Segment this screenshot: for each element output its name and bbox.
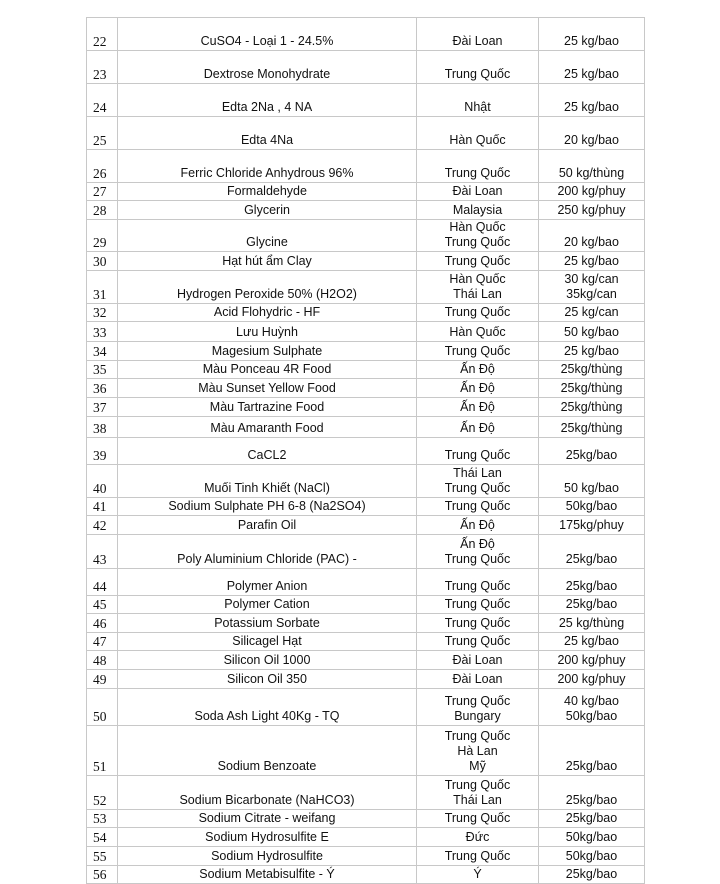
origin-country: Đài Loan <box>452 34 503 48</box>
row-number: 48 <box>87 651 118 670</box>
origin-cell <box>417 361 539 379</box>
packaging-spec: 25 kg/bao <box>564 67 619 81</box>
product-table <box>86 17 645 884</box>
origin-country: Hàn Quốc <box>449 220 506 234</box>
origin-cell <box>417 776 539 810</box>
row-number: 39 <box>87 438 118 465</box>
origin-cell <box>417 726 539 776</box>
table-row <box>87 379 645 398</box>
origin-cell <box>417 417 539 438</box>
packaging-spec: 200 kg/phuy <box>557 672 626 686</box>
product-name: Parafin Oil <box>118 516 417 535</box>
table-row <box>87 670 645 689</box>
product-name: Soda Ash Light 40Kg - TQ <box>118 689 417 726</box>
origin-cell <box>417 569 539 596</box>
row-number: 46 <box>87 614 118 633</box>
packaging-cell <box>539 866 645 884</box>
origin-cell <box>417 847 539 866</box>
packaging-spec: 175kg/phuy <box>559 518 624 532</box>
product-name: Polymer Cation <box>118 596 417 614</box>
origin-country: Đài Loan <box>452 653 503 667</box>
table-row <box>87 201 645 220</box>
packaging-cell <box>539 810 645 828</box>
origin-cell <box>417 220 539 252</box>
origin-cell <box>417 252 539 271</box>
packaging-spec: 25 kg/thùng <box>558 616 625 630</box>
row-number: 53 <box>87 810 118 828</box>
table-row <box>87 614 645 633</box>
packaging-cell <box>539 417 645 438</box>
origin-country: Trung Quốc <box>444 481 511 495</box>
packaging-cell <box>539 271 645 304</box>
packaging-spec: 25kg/bao <box>565 597 618 611</box>
row-number: 37 <box>87 398 118 417</box>
origin-country: Trung Quốc <box>444 597 511 611</box>
row-number: 38 <box>87 417 118 438</box>
packaging-cell <box>539 379 645 398</box>
table-row <box>87 516 645 535</box>
row-number: 26 <box>87 150 118 183</box>
product-name: Edta 2Na , 4 NA <box>118 84 417 117</box>
origin-country: Ấn Độ <box>460 537 495 551</box>
packaging-spec: 50 kg/bao <box>564 481 619 495</box>
row-number: 24 <box>87 84 118 117</box>
product-name: Sodium Citrate - weifang <box>118 810 417 828</box>
origin-country: Đài Loan <box>452 184 503 198</box>
origin-country: Ấn Độ <box>460 400 495 414</box>
origin-country: Trung Quốc <box>444 616 511 630</box>
product-name: Hạt hút ẩm Clay <box>118 252 417 271</box>
table-row <box>87 810 645 828</box>
origin-cell <box>417 342 539 361</box>
packaging-cell <box>539 438 645 465</box>
product-name: Glycine <box>118 220 417 252</box>
packaging-spec: 50kg/bao <box>565 709 618 723</box>
packaging-spec: 25 kg/bao <box>564 100 619 114</box>
packaging-spec: 50kg/bao <box>565 830 618 844</box>
origin-country: Trung Quốc <box>444 499 511 513</box>
table-row <box>87 847 645 866</box>
packaging-cell <box>539 498 645 516</box>
origin-cell <box>417 651 539 670</box>
table-row <box>87 252 645 271</box>
origin-country: Mỹ <box>469 759 486 773</box>
packaging-cell <box>539 689 645 726</box>
table-row <box>87 271 645 304</box>
origin-country: Hà Lan <box>457 744 498 758</box>
packaging-spec: 200 kg/phuy <box>557 653 626 667</box>
origin-cell <box>417 201 539 220</box>
packaging-cell <box>539 252 645 271</box>
row-number: 49 <box>87 670 118 689</box>
row-number: 52 <box>87 776 118 810</box>
packaging-cell <box>539 304 645 322</box>
packaging-spec: 25kg/bao <box>565 759 618 773</box>
origin-cell <box>417 828 539 847</box>
origin-cell <box>417 810 539 828</box>
packaging-cell <box>539 847 645 866</box>
origin-country: Trung Quốc <box>444 235 511 249</box>
row-number: 54 <box>87 828 118 847</box>
row-number: 32 <box>87 304 118 322</box>
product-name: Edta 4Na <box>118 117 417 150</box>
product-name: Sodium Metabisulfite - Ý <box>118 866 417 884</box>
origin-cell <box>417 866 539 884</box>
packaging-cell <box>539 828 645 847</box>
origin-country: Đài Loan <box>452 672 503 686</box>
packaging-cell <box>539 150 645 183</box>
packaging-spec: 200 kg/phuy <box>557 184 626 198</box>
product-name: Silicon Oil 350 <box>118 670 417 689</box>
table-row <box>87 866 645 884</box>
origin-cell <box>417 670 539 689</box>
product-name: Lưu Huỳnh <box>118 322 417 342</box>
row-number: 34 <box>87 342 118 361</box>
packaging-spec: 20 kg/bao <box>564 133 619 147</box>
origin-country: Trung Quốc <box>444 254 511 268</box>
product-name: Sodium Hydrosulfite E <box>118 828 417 847</box>
table-row <box>87 776 645 810</box>
table-row <box>87 398 645 417</box>
origin-cell <box>417 18 539 51</box>
packaging-spec: 25 kg/bao <box>564 344 619 358</box>
product-name: Sodium Sulphate PH 6-8 (Na2SO4) <box>118 498 417 516</box>
row-number: 41 <box>87 498 118 516</box>
origin-country: Trung Quốc <box>444 166 511 180</box>
table-row <box>87 304 645 322</box>
origin-cell <box>417 535 539 569</box>
row-number: 25 <box>87 117 118 150</box>
table-row <box>87 417 645 438</box>
row-number: 56 <box>87 866 118 884</box>
packaging-spec: 25kg/bao <box>565 867 618 881</box>
packaging-cell <box>539 614 645 633</box>
origin-cell <box>417 322 539 342</box>
product-table-body <box>87 18 645 884</box>
origin-country: Hàn Quốc <box>449 272 506 286</box>
origin-country: Trung Quốc <box>444 729 511 743</box>
origin-cell <box>417 84 539 117</box>
packaging-spec: 35kg/can <box>566 287 617 301</box>
packaging-cell <box>539 465 645 498</box>
product-name: Magesium Sulphate <box>118 342 417 361</box>
row-number: 23 <box>87 51 118 84</box>
table-row <box>87 651 645 670</box>
row-number: 45 <box>87 596 118 614</box>
product-name: Poly Aluminium Chloride (PAC) - <box>118 535 417 569</box>
origin-cell <box>417 398 539 417</box>
table-row <box>87 361 645 379</box>
packaging-cell <box>539 361 645 379</box>
product-name: Polymer Anion <box>118 569 417 596</box>
packaging-spec: 25kg/bao <box>565 811 618 825</box>
product-name: Formaldehyde <box>118 183 417 201</box>
row-number: 50 <box>87 689 118 726</box>
table-row <box>87 569 645 596</box>
origin-country: Hàn Quốc <box>449 325 506 339</box>
table-row <box>87 117 645 150</box>
packaging-cell <box>539 651 645 670</box>
origin-country: Trung Quốc <box>444 778 511 792</box>
product-name: CaCL2 <box>118 438 417 465</box>
origin-country: Ý <box>473 867 482 881</box>
packaging-spec: 50 kg/bao <box>564 325 619 339</box>
packaging-spec: 30 kg/can <box>564 272 619 286</box>
product-name: Ferric Chloride Anhydrous 96% <box>118 150 417 183</box>
packaging-spec: 40 kg/bao <box>564 694 619 708</box>
product-name: Màu Ponceau 4R Food <box>118 361 417 379</box>
packaging-cell <box>539 183 645 201</box>
row-number: 31 <box>87 271 118 304</box>
origin-cell <box>417 117 539 150</box>
packaging-spec: 20 kg/bao <box>564 235 619 249</box>
origin-country: Đức <box>465 830 490 844</box>
row-number: 35 <box>87 361 118 379</box>
packaging-spec: 250 kg/phuy <box>557 203 626 217</box>
packaging-cell <box>539 201 645 220</box>
row-number: 55 <box>87 847 118 866</box>
table-row <box>87 689 645 726</box>
packaging-cell <box>539 51 645 84</box>
product-name: Màu Amaranth Food <box>118 417 417 438</box>
origin-cell <box>417 379 539 398</box>
origin-cell <box>417 465 539 498</box>
table-row <box>87 220 645 252</box>
product-name: Dextrose Monohydrate <box>118 51 417 84</box>
packaging-cell <box>539 117 645 150</box>
packaging-spec: 50kg/bao <box>565 499 618 513</box>
product-name: Acid Flohydric - HF <box>118 304 417 322</box>
row-number: 51 <box>87 726 118 776</box>
product-name: Sodium Benzoate <box>118 726 417 776</box>
origin-cell <box>417 438 539 465</box>
row-number: 44 <box>87 569 118 596</box>
table-row <box>87 183 645 201</box>
packaging-spec: 50kg/bao <box>565 849 618 863</box>
product-name: Glycerin <box>118 201 417 220</box>
table-row <box>87 596 645 614</box>
table-row <box>87 84 645 117</box>
origin-cell <box>417 498 539 516</box>
row-number: 40 <box>87 465 118 498</box>
origin-country: Trung Quốc <box>444 344 511 358</box>
origin-country: Trung Quốc <box>444 811 511 825</box>
table-row <box>87 726 645 776</box>
packaging-cell <box>539 633 645 651</box>
product-name: Màu Sunset Yellow Food <box>118 379 417 398</box>
table-row <box>87 342 645 361</box>
row-number: 47 <box>87 633 118 651</box>
origin-cell <box>417 596 539 614</box>
origin-country: Trung Quốc <box>444 305 511 319</box>
product-name: Silicagel Hạt <box>118 633 417 651</box>
packaging-spec: 25kg/thùng <box>560 362 623 376</box>
packaging-spec: 50 kg/thùng <box>558 166 625 180</box>
origin-country: Thái Lan <box>453 287 502 301</box>
origin-cell <box>417 689 539 726</box>
packaging-spec: 25 kg/can <box>564 305 619 319</box>
product-name: Muối Tinh Khiết (NaCl) <box>118 465 417 498</box>
origin-country: Trung Quốc <box>444 67 511 81</box>
packaging-cell <box>539 726 645 776</box>
origin-country: Ấn Độ <box>460 381 495 395</box>
packaging-cell <box>539 569 645 596</box>
origin-cell <box>417 51 539 84</box>
origin-cell <box>417 304 539 322</box>
packaging-cell <box>539 18 645 51</box>
row-number: 33 <box>87 322 118 342</box>
table-row <box>87 633 645 651</box>
product-name: Sodium Bicarbonate (NaHCO3) <box>118 776 417 810</box>
origin-cell <box>417 271 539 304</box>
packaging-cell <box>539 84 645 117</box>
product-name: Silicon Oil 1000 <box>118 651 417 670</box>
origin-country: Bungary <box>454 709 501 723</box>
origin-country: Thái Lan <box>453 466 502 480</box>
packaging-spec: 25kg/thùng <box>560 400 623 414</box>
packaging-spec: 25kg/thùng <box>560 421 623 435</box>
packaging-spec: 25kg/bao <box>565 579 618 593</box>
packaging-spec: 25 kg/bao <box>564 634 619 648</box>
table-row <box>87 51 645 84</box>
row-number: 29 <box>87 220 118 252</box>
packaging-cell <box>539 596 645 614</box>
packaging-spec: 25 kg/bao <box>564 254 619 268</box>
packaging-cell <box>539 516 645 535</box>
product-name: Hydrogen Peroxide 50% (H2O2) <box>118 271 417 304</box>
origin-cell <box>417 150 539 183</box>
row-number: 22 <box>87 18 118 51</box>
row-number: 27 <box>87 183 118 201</box>
table-row <box>87 322 645 342</box>
row-number: 43 <box>87 535 118 569</box>
origin-country: Hàn Quốc <box>449 133 506 147</box>
table-row <box>87 465 645 498</box>
table-row <box>87 828 645 847</box>
origin-country: Malaysia <box>452 203 503 217</box>
origin-cell <box>417 633 539 651</box>
packaging-spec: 25kg/bao <box>565 448 618 462</box>
product-name: CuSO4 - Loại 1 - 24.5% <box>118 18 417 51</box>
origin-cell <box>417 614 539 633</box>
packaging-spec: 25kg/bao <box>565 793 618 807</box>
table-row <box>87 438 645 465</box>
row-number: 28 <box>87 201 118 220</box>
origin-country: Ấn Độ <box>460 421 495 435</box>
origin-country: Trung Quốc <box>444 634 511 648</box>
packaging-cell <box>539 776 645 810</box>
product-name: Sodium Hydrosulfite <box>118 847 417 866</box>
origin-cell <box>417 183 539 201</box>
product-name: Potassium Sorbate <box>118 614 417 633</box>
packaging-spec: 25kg/bao <box>565 552 618 566</box>
origin-country: Trung Quốc <box>444 694 511 708</box>
origin-country: Nhật <box>464 100 491 114</box>
origin-country: Trung Quốc <box>444 849 511 863</box>
origin-cell <box>417 516 539 535</box>
origin-country: Thái Lan <box>453 793 502 807</box>
packaging-spec: 25 kg/bao <box>564 34 619 48</box>
table-row <box>87 18 645 51</box>
origin-country: Trung Quốc <box>444 552 511 566</box>
row-number: 30 <box>87 252 118 271</box>
origin-country: Ấn Độ <box>460 362 495 376</box>
packaging-cell <box>539 535 645 569</box>
packaging-spec: 25kg/thùng <box>560 381 623 395</box>
product-name: Màu Tartrazine Food <box>118 398 417 417</box>
origin-country: Ấn Độ <box>460 518 495 532</box>
row-number: 42 <box>87 516 118 535</box>
origin-country: Trung Quốc <box>444 448 511 462</box>
packaging-cell <box>539 220 645 252</box>
table-row <box>87 535 645 569</box>
origin-country: Trung Quốc <box>444 579 511 593</box>
packaging-cell <box>539 670 645 689</box>
packaging-cell <box>539 398 645 417</box>
packaging-cell <box>539 322 645 342</box>
row-number: 36 <box>87 379 118 398</box>
packaging-cell <box>539 342 645 361</box>
table-row <box>87 498 645 516</box>
table-row <box>87 150 645 183</box>
